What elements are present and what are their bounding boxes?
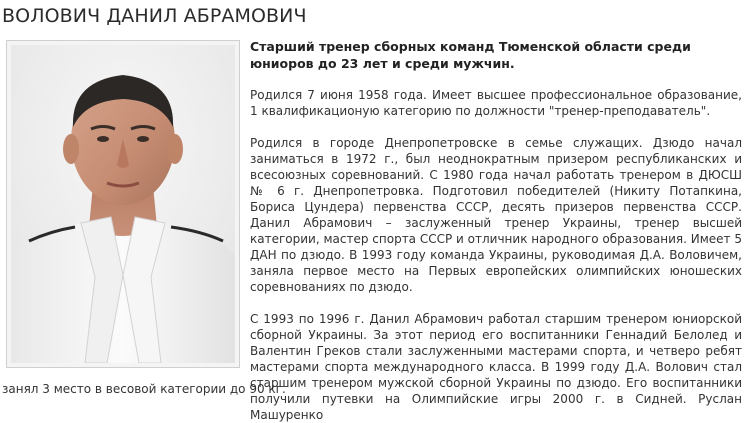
bio-paragraph-career: Родился в городе Днепропетровске в семье служащих. Дзюдо начал заниматься в 1972 г., был неоднократным призером республиканских и всесоюзных соревнований. С 1980 года начал работать тренером в ДЮСШ № 6 г. Днепропетровка. Подготовил победителей (Никиту Потапкина, Бориса Цундера) первенства СССР, десять призеров первенства СССР. Данил Абрамович – заслуженный тренер Украины, тренер высшей категории, мастер спорта СССР и отличник народного образования. Имеет 5 ДАН по дзюдо. В 1993 году команда Украины, руководимая Д.А. Воловичем, заняла первое место на Первых европейских олимпийских юношеских соревнованиях по дзюдо. bbox=[250, 136, 742, 294]
biography-text bbox=[250, 38, 742, 423]
portrait-photo-frame bbox=[6, 40, 240, 368]
page-title: ВОЛОВИЧ ДАНИЛ АБРАМОВИЧ bbox=[2, 5, 307, 27]
portrait-photo bbox=[11, 45, 235, 363]
bio-paragraph-ukraine: С 1993 по 1996 г. Данил Абрамович работал старшим тренером юниорской сборной Украины. За этот период его воспитанники Геннадий Белолед и Валентин Греков стали заслуженными мастерами спорта, и четверо ребят мастерами спорта международного класса. В 1999 году Д.А. Волович стал старшим тренером мужской сборной Украины по дзюдо. Его воспитанники получили путевки на Олимпийские игры 2000 г. в Сидней. Руслан Машуренко bbox=[250, 312, 742, 422]
bio-paragraph-birth: Родился 7 июня 1958 года. Имеет высшее профессиональное образование, 1 квалификационую категорию по должности "тренер-преподаватель". bbox=[250, 88, 742, 118]
bio-tail: занял 3 место в весовой категории до 90 кг. bbox=[2, 382, 286, 396]
bio-lead: Старший тренер сборных команд Тюменской области среди юниоров до 23 лет и среди мужчин. bbox=[250, 39, 691, 71]
